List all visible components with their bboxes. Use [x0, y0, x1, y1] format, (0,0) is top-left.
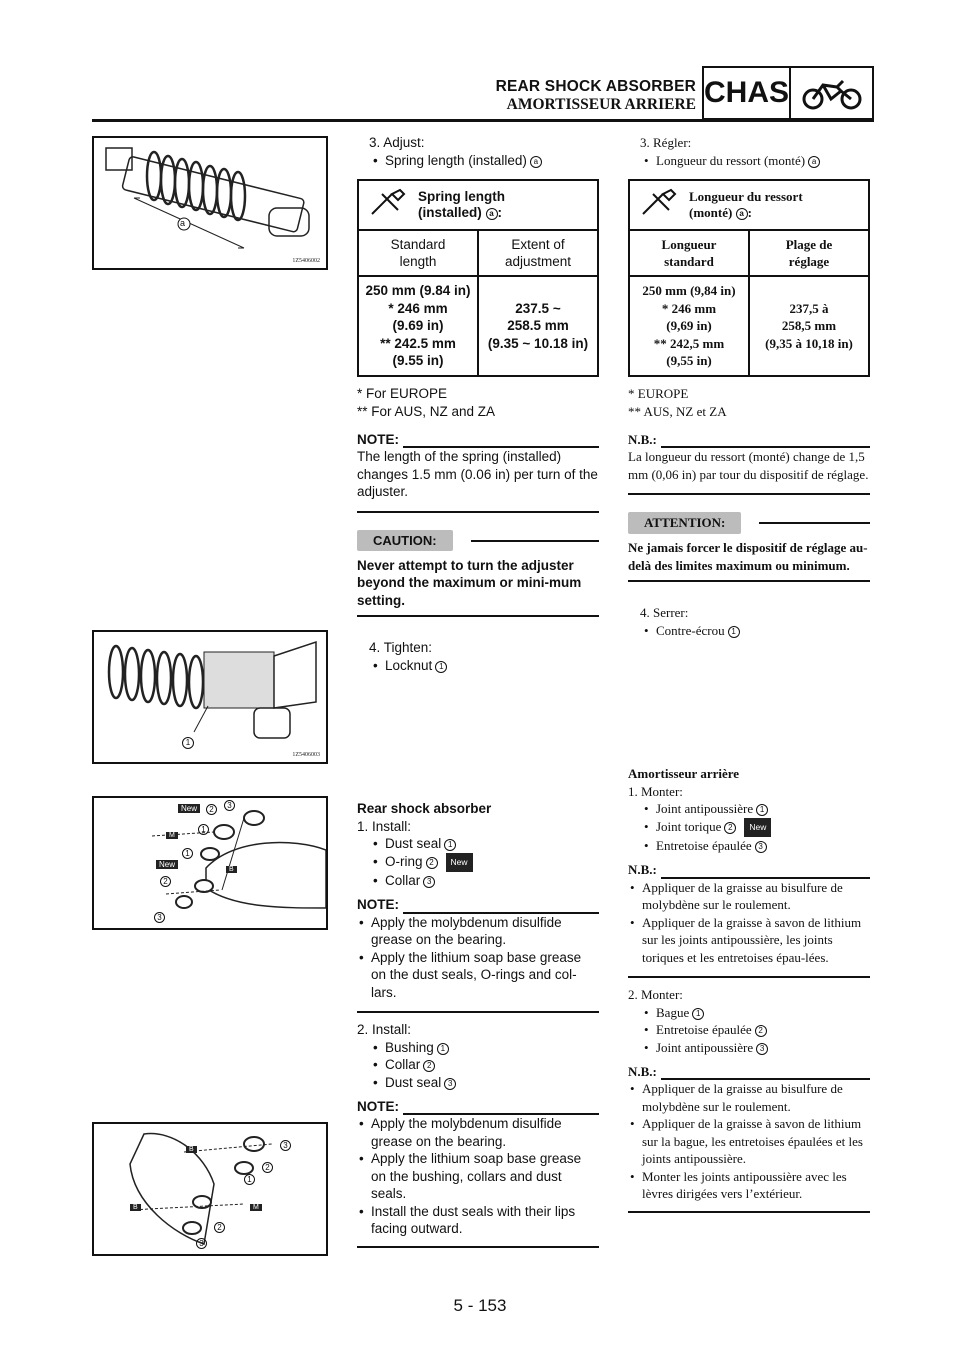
- new-badge: New: [156, 860, 178, 869]
- step-label: 4. Tighten:: [369, 640, 433, 655]
- divider: [628, 976, 870, 978]
- caution-label: ATTENTION:: [628, 512, 741, 534]
- spec-table: [357, 179, 599, 231]
- callout-mark: 3: [423, 876, 435, 888]
- item-text: Joint antipoussière: [656, 1039, 754, 1055]
- callout-mark: 1: [435, 661, 447, 673]
- header-rule: [92, 119, 874, 122]
- note-text: The length of the spring (installed) changes 1.5 mm (0.06 in) per turn of the adjuster.: [357, 449, 598, 499]
- note-bullet: • Apply the lithium soap base grease on the dust seals, O-rings and col-lars.: [357, 949, 599, 1002]
- section-tab: [702, 66, 874, 120]
- list-item: [628, 1021, 870, 1039]
- step-label: 4. Serrer:: [640, 605, 689, 620]
- callout-mark: 3: [756, 1043, 768, 1055]
- item-text: Bague: [656, 1004, 690, 1020]
- spec-value-line: (9.55 in): [392, 353, 444, 369]
- callout-mark: a: [486, 208, 498, 220]
- spec-value-line: (9,69 in): [666, 318, 712, 334]
- lithium-grease-mark: B: [226, 866, 237, 873]
- divider: [628, 1211, 870, 1213]
- callout-3: 3: [154, 912, 165, 923]
- spec-value-extent: [749, 276, 869, 376]
- note-header: [628, 432, 870, 448]
- step-label: 2. Install:: [357, 1022, 412, 1037]
- spec-header-line: adjustment: [504, 254, 572, 269]
- callout-mark: 1: [437, 1043, 449, 1055]
- step-label: 3. Adjust:: [369, 135, 425, 150]
- footnote: ** For AUS, NZ and ZA: [357, 403, 496, 419]
- item-text: Dust seal: [385, 836, 442, 851]
- spec-title-colon: :: [497, 205, 503, 220]
- item-text: Collar: [385, 1057, 421, 1072]
- divider: [628, 493, 870, 495]
- spec-header-standard: [358, 230, 478, 276]
- list-item: [628, 622, 870, 640]
- spec-value-line: 237.5 ~: [515, 300, 561, 316]
- item-text: Dust seal: [385, 1074, 442, 1090]
- callout-mark: a: [530, 156, 542, 168]
- figure-code: 1Z5406002: [292, 258, 320, 264]
- callout-2: 2: [160, 876, 171, 887]
- footnote: * For EUROPE: [357, 386, 448, 401]
- item-text: O-ring: [385, 853, 423, 869]
- callout-1: 1: [244, 1174, 255, 1185]
- note-label: NOTE:: [357, 897, 399, 912]
- note-bullet: • Apply the lithium soap base grease on the bushing, collars and dust seals.: [357, 1150, 599, 1203]
- list-item: [628, 837, 870, 855]
- footnote: * EUROPE: [628, 386, 689, 401]
- molybdenum-grease-mark: M: [250, 1204, 262, 1211]
- spec-value-line: 250 mm (9.84 in): [365, 283, 471, 299]
- note-bullet: • Install the dust seals with their lips facing outward.: [357, 1203, 599, 1238]
- callout-mark: 1: [444, 839, 456, 851]
- note-label: N.B.:: [628, 1063, 657, 1079]
- caution-text: Never attempt to turn the adjuster beyond the maximum or mini-mum setting.: [357, 557, 582, 608]
- item-text: Longueur du ressort (monté): [656, 152, 806, 168]
- callout-1: 1: [182, 848, 193, 859]
- item-text: Entretoise épaulée: [656, 1022, 752, 1037]
- spec-header-line: réglage: [788, 254, 830, 269]
- item-text: Joint torique: [656, 818, 722, 834]
- spec-header-line: Plage de: [785, 236, 833, 252]
- note-label: NOTE:: [357, 1098, 399, 1114]
- spec-header-line: Longueur: [661, 236, 717, 252]
- figure-bushing-collar: [92, 1122, 328, 1256]
- divider: [357, 1246, 599, 1248]
- item-text: Bushing: [385, 1039, 434, 1055]
- spec-value-line: 258.5 mm: [507, 318, 569, 334]
- divider: [628, 580, 870, 582]
- page-number: 5 - 153: [453, 1296, 507, 1315]
- new-badge: New: [446, 853, 473, 873]
- spec-value-line: (9.69 in): [392, 318, 444, 334]
- list-item: [357, 872, 599, 890]
- motorcycle-icon: [791, 68, 872, 118]
- list-item: [628, 800, 870, 818]
- spec-title: [687, 180, 869, 230]
- note-bullet: • Apply the molybdenum disulfide grease on the bearing.: [357, 914, 599, 949]
- list-item: [357, 853, 599, 873]
- callout-mark: 3: [444, 1078, 456, 1090]
- list-item: [628, 818, 870, 838]
- english-column: [357, 134, 599, 1248]
- new-badge: New: [178, 804, 200, 813]
- figure-dust-seal-oring: [92, 796, 328, 930]
- callout-2: 2: [206, 804, 217, 815]
- spec-value-line: 258,5 mm: [781, 318, 837, 334]
- callout-mark: 2: [426, 857, 438, 869]
- callout-mark: 2: [724, 822, 736, 834]
- lithium-grease-mark: B: [130, 1204, 141, 1211]
- step-label: 3. Régler:: [640, 135, 692, 150]
- step-label: 1. Monter:: [628, 783, 683, 799]
- note-header: [357, 432, 599, 448]
- step-label: 2. Monter:: [628, 987, 683, 1002]
- callout-mark: 3: [755, 841, 767, 853]
- list-item: [628, 1039, 870, 1057]
- callout-1: 1: [198, 824, 209, 835]
- spec-header-line: standard: [664, 254, 714, 269]
- header-title-fr: AMORTISSEUR ARRIERE: [506, 96, 696, 113]
- callout-a: a: [180, 218, 186, 228]
- new-badge: New: [744, 818, 771, 838]
- divider: [357, 511, 599, 513]
- spec-value-line: * 246 mm: [388, 300, 448, 316]
- spec-header-line: Extent of: [511, 236, 565, 252]
- header-title-en: REAR SHOCK ABSORBER: [495, 78, 696, 95]
- callout-1: 1: [182, 737, 194, 749]
- spec-value-line: (9,35 à 10,18 in): [765, 335, 853, 351]
- callout-mark: 1: [756, 804, 768, 816]
- spec-value-line: (9,55 in): [666, 353, 712, 369]
- section-code: CHAS: [704, 68, 791, 118]
- note-header: [357, 898, 599, 914]
- note-bullet: • Appliquer de la graisse au bisulfure de molybdène sur le roulement.: [628, 1080, 870, 1115]
- figure-locknut: [92, 630, 328, 764]
- caliper-icon: [358, 180, 416, 230]
- note-label: N.B.:: [628, 862, 657, 877]
- callout-mark: a: [808, 156, 820, 168]
- callout-3: 3: [224, 800, 235, 811]
- list-item: [628, 152, 870, 170]
- spec-value-line: 237,5 à: [789, 300, 829, 316]
- section-title: Amortisseur arrière: [628, 766, 740, 781]
- spec-header-standard: [629, 230, 749, 276]
- item-text: Contre-écrou: [656, 622, 725, 638]
- spec-header-line: Standard: [390, 236, 446, 252]
- spec-value-line: ** 242.5 mm: [380, 335, 456, 351]
- caliper-icon: [629, 180, 687, 230]
- spec-table: [628, 179, 870, 231]
- note-label: NOTE:: [357, 431, 399, 447]
- spec-title: [416, 180, 598, 230]
- item-text: Collar: [385, 873, 421, 888]
- french-column: [628, 134, 870, 1213]
- item-text: Spring length (installed): [385, 152, 527, 168]
- list-item: [357, 152, 599, 170]
- callout-mark: 1: [692, 1008, 704, 1020]
- spec-header-extent: [478, 230, 598, 276]
- note-bullet: • Appliquer de la graisse au bisulfure de molybdène sur le roulement.: [628, 879, 870, 914]
- item-text: Locknut: [385, 657, 433, 673]
- spec-header-line: length: [399, 254, 437, 269]
- spec-value-standard: [358, 276, 478, 376]
- callout-3: 3: [196, 1238, 207, 1249]
- divider: [357, 615, 599, 617]
- note-bullet: • Monter les joints antipoussière avec les lèvres dirigées vers l’extérieur.: [628, 1168, 870, 1203]
- caution-text: Ne jamais forcer le dispositif de réglage au-delà des limites maximum ou minimum.: [628, 540, 868, 573]
- spec-title-line: Longueur du ressort: [689, 189, 803, 204]
- callout-mark: 2: [755, 1025, 767, 1037]
- list-item: [357, 1074, 599, 1092]
- lithium-grease-mark: B: [186, 1146, 197, 1153]
- spec-title-line: (installed): [418, 205, 482, 220]
- caution-header: [357, 531, 599, 551]
- spec-values-table: [628, 229, 870, 377]
- callout-3: 3: [280, 1140, 291, 1151]
- note-header: [357, 1099, 599, 1115]
- spec-value-line: 250 mm (9,84 in): [642, 283, 736, 299]
- spec-value-line: * 246 mm: [661, 300, 717, 316]
- list-item: [357, 1039, 599, 1057]
- callout-mark: 2: [423, 1060, 435, 1072]
- callout-mark: a: [736, 208, 748, 220]
- figure-code: 1Z5406003: [292, 752, 320, 758]
- spec-value-standard: [629, 276, 749, 376]
- note-text: La longueur du ressort (monté) change de 1,5 mm (0,06 in) par tour du dispositif de réglage.: [628, 449, 869, 482]
- spec-title-line: (monté): [689, 205, 733, 220]
- spec-values-table: [357, 229, 599, 377]
- list-item: [357, 1056, 599, 1074]
- spec-title-line: Spring length: [418, 189, 505, 204]
- note-label: N.B.:: [628, 431, 657, 447]
- note-bullet: • Appliquer de la graisse à savon de lithium sur la bague, les entretoises épaulées et les joints antipoussière.: [628, 1115, 870, 1168]
- note-bullet: • Appliquer de la graisse à savon de lithium sur les joints antipoussière, les joints toriques et les entretoises épau-lées.: [628, 914, 870, 967]
- note-bullet: • Apply the molybdenum disulfide grease on the bearing.: [357, 1115, 599, 1150]
- caution-label: CAUTION:: [357, 530, 453, 552]
- note-header: [628, 863, 870, 879]
- spec-value-extent: [478, 276, 598, 376]
- molybdenum-grease-mark: M: [166, 832, 178, 839]
- list-item: [357, 835, 599, 853]
- spec-value-line: ** 242,5 mm: [653, 335, 725, 351]
- footnote: ** AUS, NZ et ZA: [628, 403, 727, 419]
- divider: [357, 1011, 599, 1013]
- item-text: Entretoise épaulée: [656, 838, 752, 853]
- spec-value-line: (9.35 ~ 10.18 in): [487, 335, 589, 351]
- note-header: [628, 1064, 870, 1080]
- spec-header-extent: [749, 230, 869, 276]
- section-title: Rear shock absorber: [357, 801, 492, 816]
- caution-header: [628, 513, 870, 533]
- step-label: 1. Install:: [357, 818, 412, 834]
- callout-2: 2: [214, 1222, 225, 1233]
- list-item: [357, 657, 599, 675]
- figure-spring-length: [92, 136, 328, 270]
- list-item: [628, 1004, 870, 1022]
- spec-title-colon: :: [747, 205, 752, 220]
- callout-2: 2: [262, 1162, 273, 1173]
- callout-mark: 1: [728, 626, 740, 638]
- item-text: Joint antipoussière: [656, 801, 754, 816]
